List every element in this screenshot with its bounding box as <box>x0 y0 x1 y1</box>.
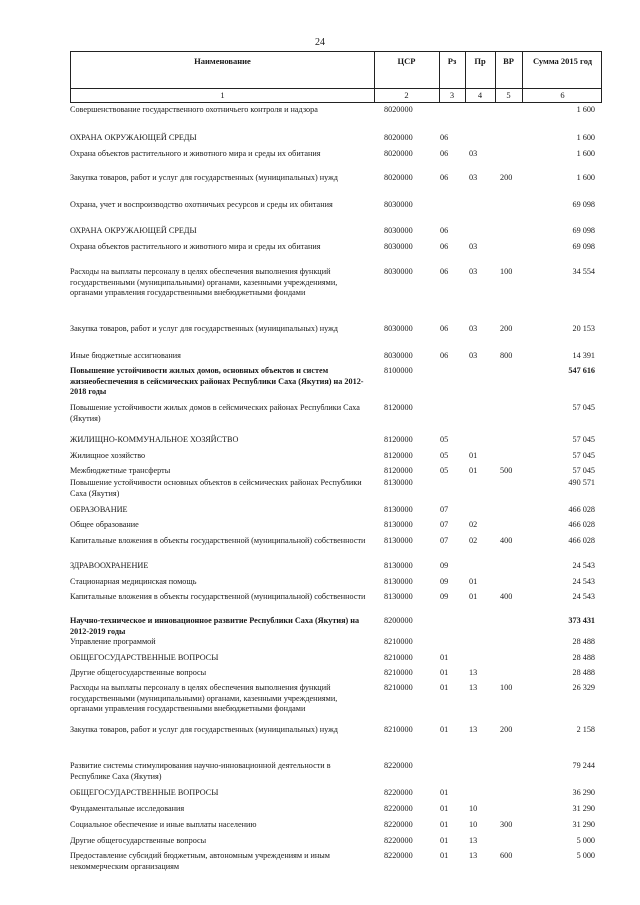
row-pr: 01 <box>469 466 478 475</box>
row-name: Управление программой <box>70 637 156 646</box>
row-rz: 05 <box>440 435 449 444</box>
row-name: Закупка товаров, работ и услуг для государственных (муниципальных) нужд <box>70 173 338 182</box>
row-name: Совершенствование государственного охотничьего контроля и надзора <box>70 105 318 114</box>
row-pr: 01 <box>469 451 478 460</box>
row-rz: 01 <box>440 820 449 829</box>
table-row <box>0 653 640 665</box>
table-row <box>0 820 640 832</box>
table-row <box>0 761 640 783</box>
table-row <box>0 466 640 478</box>
row-rz: 01 <box>440 725 449 734</box>
table-row <box>0 616 640 638</box>
row-csr: 8130000 <box>384 577 413 586</box>
row-sum: 28 488 <box>572 653 595 662</box>
row-name: Расходы на выплаты персоналу в целях обеспечения выполнения функций государственными (муниципальными) органами, казенными учреждениями, органами управления государственными внебюджетными фондами <box>70 267 338 297</box>
row-rz: 06 <box>440 267 449 276</box>
row-name: Повышение устойчивости жилых домов в сейсмических районах Республики Саха (Якутия) <box>70 403 360 423</box>
table-row <box>0 351 640 363</box>
row-pr: 03 <box>469 173 478 182</box>
row-csr: 8210000 <box>384 683 413 692</box>
row-name: Повышение устойчивости жилых домов, основных объектов и систем жизнеобеспечения в сейсмических районах Республики Саха (Якутия) на 2012-2018 годы <box>70 366 364 396</box>
header-name: Наименование <box>194 56 251 66</box>
row-csr: 8120000 <box>384 435 413 444</box>
row-name: Капитальные вложения в объекты государственной (муниципальной) собственности <box>70 592 366 601</box>
table-row <box>0 267 640 315</box>
table-row <box>0 478 640 500</box>
row-rz: 06 <box>440 324 449 333</box>
row-pr: 01 <box>469 592 478 601</box>
row-csr: 8220000 <box>384 804 413 813</box>
table-row <box>0 149 640 161</box>
row-sum: 26 329 <box>572 683 595 692</box>
row-vr: 200 <box>500 725 513 734</box>
row-name: Закупка товаров, работ и услуг для государственных (муниципальных) нужд <box>70 324 338 333</box>
row-vr: 400 <box>500 592 513 601</box>
table-row <box>0 226 640 238</box>
row-pr: 03 <box>469 242 478 251</box>
table-row <box>0 836 640 848</box>
table-row <box>0 242 640 254</box>
row-sum: 490 571 <box>568 478 595 487</box>
row-rz: 06 <box>440 242 449 251</box>
row-sum: 57 045 <box>572 466 595 475</box>
row-csr: 8220000 <box>384 788 413 797</box>
row-sum: 28 488 <box>572 637 595 646</box>
row-csr: 8210000 <box>384 725 413 734</box>
row-name: Охрана объектов растительного и животного мира и среды их обитания <box>70 242 321 251</box>
row-rz: 09 <box>440 592 449 601</box>
row-sum: 547 616 <box>568 366 595 375</box>
header-pr: Пр <box>474 56 486 66</box>
row-sum: 1 600 <box>576 149 595 158</box>
row-csr: 8220000 <box>384 761 413 770</box>
row-rz: 01 <box>440 668 449 677</box>
row-pr: 13 <box>469 851 478 860</box>
row-csr: 8120000 <box>384 466 413 475</box>
row-name: Фундаментальные исследования <box>70 804 185 813</box>
row-rz: 06 <box>440 149 449 158</box>
row-sum: 24 543 <box>572 561 595 570</box>
row-pr: 03 <box>469 267 478 276</box>
row-rz: 01 <box>440 788 449 797</box>
row-sum: 5 000 <box>576 851 595 860</box>
row-sum: 24 543 <box>572 592 595 601</box>
row-pr: 03 <box>469 351 478 360</box>
table-row <box>0 173 640 195</box>
table-row <box>0 200 640 222</box>
row-name: Общее образование <box>70 520 139 529</box>
header-rz: Рз <box>447 56 457 66</box>
row-rz: 09 <box>440 561 449 570</box>
row-sum: 69 098 <box>572 200 595 209</box>
row-rz: 01 <box>440 851 449 860</box>
page-number: 24 <box>315 37 325 48</box>
row-name: Жилищное хозяйство <box>70 451 146 460</box>
table-row <box>0 668 640 680</box>
row-name: Капитальные вложения в объекты государственной (муниципальной) собственности <box>70 536 366 545</box>
row-name: Стационарная медицинская помощь <box>70 577 197 586</box>
row-sum: 373 431 <box>568 616 595 625</box>
row-name: Научно-техническое и инновационное развитие Республики Саха (Якутия) на 2012-2019 годы <box>70 616 360 636</box>
row-name: ЗДРАВООХРАНЕНИЕ <box>70 561 149 570</box>
row-sum: 14 391 <box>572 351 595 360</box>
header-divider <box>71 88 601 89</box>
row-sum: 1 600 <box>576 105 595 114</box>
table-row <box>0 725 640 747</box>
row-sum: 69 098 <box>572 242 595 251</box>
row-vr: 100 <box>500 683 513 692</box>
row-sum: 57 045 <box>572 403 595 412</box>
row-pr: 10 <box>469 820 478 829</box>
row-csr: 8130000 <box>384 478 413 487</box>
row-pr: 13 <box>469 725 478 734</box>
table-row <box>0 451 640 463</box>
row-sum: 36 290 <box>572 788 595 797</box>
row-sum: 5 000 <box>576 836 595 845</box>
row-csr: 8100000 <box>384 366 413 375</box>
row-csr: 8030000 <box>384 267 413 276</box>
row-rz: 07 <box>440 520 449 529</box>
row-csr: 8120000 <box>384 403 413 412</box>
row-sum: 79 244 <box>572 761 595 770</box>
row-name: ОХРАНА ОКРУЖАЮЩЕЙ СРЕДЫ <box>70 133 197 142</box>
header-num-sum: 6 <box>560 90 565 100</box>
row-name: Развитие системы стимулирования научно-инновационной деятельности в Республике Саха (Якутия) <box>70 761 331 781</box>
header-num-vr: 5 <box>506 90 511 100</box>
row-sum: 28 488 <box>572 668 595 677</box>
row-sum: 69 098 <box>572 226 595 235</box>
table-row <box>0 366 640 400</box>
table-row <box>0 133 640 145</box>
row-csr: 8020000 <box>384 133 413 142</box>
row-csr: 8210000 <box>384 668 413 677</box>
table-row <box>0 520 640 532</box>
row-vr: 500 <box>500 466 513 475</box>
row-csr: 8030000 <box>384 242 413 251</box>
table-header <box>70 51 602 103</box>
row-rz: 06 <box>440 226 449 235</box>
row-sum: 2 158 <box>576 725 595 734</box>
row-pr: 13 <box>469 683 478 692</box>
table-row <box>0 536 640 558</box>
row-sum: 466 028 <box>568 520 595 529</box>
row-pr: 03 <box>469 324 478 333</box>
table-row <box>0 561 640 573</box>
row-rz: 01 <box>440 836 449 845</box>
row-csr: 8020000 <box>384 105 413 114</box>
row-sum: 466 028 <box>568 536 595 545</box>
row-sum: 31 290 <box>572 804 595 813</box>
row-csr: 8130000 <box>384 505 413 514</box>
row-name: Предоставление субсидий бюджетным, автономным учреждениям и иным некоммерческим организациям <box>70 851 330 871</box>
row-pr: 01 <box>469 577 478 586</box>
row-name: Иные бюджетные ассигнования <box>70 351 181 360</box>
row-pr: 13 <box>469 668 478 677</box>
row-name: ОБЩЕГОСУДАРСТВЕННЫЕ ВОПРОСЫ <box>70 788 219 797</box>
row-name: Другие общегосударственные вопросы <box>70 836 207 845</box>
header-num-rz: 3 <box>449 90 455 100</box>
row-pr: 02 <box>469 536 478 545</box>
row-name: Охрана объектов растительного и животного мира и среды их обитания <box>70 149 321 158</box>
row-csr: 8120000 <box>384 451 413 460</box>
row-vr: 600 <box>500 851 513 860</box>
row-sum: 57 045 <box>572 435 595 444</box>
header-csr: ЦСР <box>397 56 416 66</box>
row-name: Другие общегосударственные вопросы <box>70 668 207 677</box>
row-pr: 02 <box>469 520 478 529</box>
table-row <box>0 505 640 517</box>
row-vr: 200 <box>500 173 513 182</box>
row-name: ОХРАНА ОКРУЖАЮЩЕЙ СРЕДЫ <box>70 226 197 235</box>
row-rz: 06 <box>440 133 449 142</box>
row-name: Межбюджетные трансферты <box>70 466 171 475</box>
row-name: Социальное обеспечение и иные выплаты населению <box>70 820 257 829</box>
row-csr: 8210000 <box>384 637 413 646</box>
row-csr: 8030000 <box>384 351 413 360</box>
row-rz: 07 <box>440 536 449 545</box>
row-sum: 466 028 <box>568 505 595 514</box>
row-vr: 200 <box>500 324 513 333</box>
row-vr: 800 <box>500 351 513 360</box>
row-csr: 8210000 <box>384 653 413 662</box>
header-sum: Сумма 2015 год <box>532 56 593 66</box>
row-vr: 100 <box>500 267 513 276</box>
row-rz: 01 <box>440 683 449 692</box>
table-row <box>0 804 640 816</box>
row-name: Повышение устойчивости основных объектов в сейсмических районах Республики Саха (Якутия) <box>70 478 362 498</box>
row-csr: 8030000 <box>384 200 413 209</box>
table-row <box>0 851 640 873</box>
header-num-name: 1 <box>220 90 225 100</box>
row-csr: 8130000 <box>384 592 413 601</box>
table-row <box>0 592 640 614</box>
table-row <box>0 105 640 117</box>
table-row <box>0 435 640 447</box>
row-csr: 8220000 <box>384 851 413 860</box>
table-row <box>0 324 640 346</box>
row-csr: 8030000 <box>384 226 413 235</box>
table-row <box>0 788 640 800</box>
row-csr: 8020000 <box>384 149 413 158</box>
row-name: ОБЩЕГОСУДАРСТВЕННЫЕ ВОПРОСЫ <box>70 653 219 662</box>
table-row <box>0 577 640 589</box>
row-sum: 1 600 <box>576 173 595 182</box>
row-pr: 03 <box>469 149 478 158</box>
table-row <box>0 637 640 649</box>
row-csr: 8030000 <box>384 324 413 333</box>
row-csr: 8130000 <box>384 561 413 570</box>
row-sum: 34 554 <box>572 267 595 276</box>
row-sum: 20 153 <box>572 324 595 333</box>
row-rz: 09 <box>440 577 449 586</box>
row-csr: 8020000 <box>384 173 413 182</box>
row-pr: 10 <box>469 804 478 813</box>
row-rz: 01 <box>440 804 449 813</box>
header-vr: ВР <box>503 56 514 66</box>
row-sum: 1 600 <box>576 133 595 142</box>
row-pr: 13 <box>469 836 478 845</box>
row-rz: 06 <box>440 173 449 182</box>
row-sum: 57 045 <box>572 451 595 460</box>
row-rz: 07 <box>440 505 449 514</box>
header-num-pr: 4 <box>477 90 483 100</box>
row-name: ОБРАЗОВАНИЕ <box>70 505 128 514</box>
row-vr: 400 <box>500 536 513 545</box>
row-name: Охрана, учет и воспроизводство охотничьих ресурсов и среды их обитания <box>70 200 333 209</box>
table-row <box>0 683 640 725</box>
row-name: ЖИЛИЩНО-КОММУНАЛЬНОЕ ХОЗЯЙСТВО <box>70 435 239 444</box>
row-sum: 24 543 <box>572 577 595 586</box>
row-name: Закупка товаров, работ и услуг для государственных (муниципальных) нужд <box>70 725 338 734</box>
row-rz: 05 <box>440 466 449 475</box>
row-csr: 8220000 <box>384 836 413 845</box>
row-csr: 8130000 <box>384 536 413 545</box>
row-sum: 31 290 <box>572 820 595 829</box>
row-name: Расходы на выплаты персоналу в целях обеспечения выполнения функций государственными (муниципальными) органами, казенными учреждениями, органами управления государственными внебюджетными фондами <box>70 683 338 713</box>
row-csr: 8130000 <box>384 520 413 529</box>
row-csr: 8220000 <box>384 820 413 829</box>
table-row <box>0 403 640 425</box>
row-rz: 01 <box>440 653 449 662</box>
row-rz: 05 <box>440 451 449 460</box>
row-csr: 8200000 <box>384 616 413 625</box>
header-num-csr: 2 <box>404 90 409 100</box>
row-vr: 300 <box>500 820 513 829</box>
row-rz: 06 <box>440 351 449 360</box>
